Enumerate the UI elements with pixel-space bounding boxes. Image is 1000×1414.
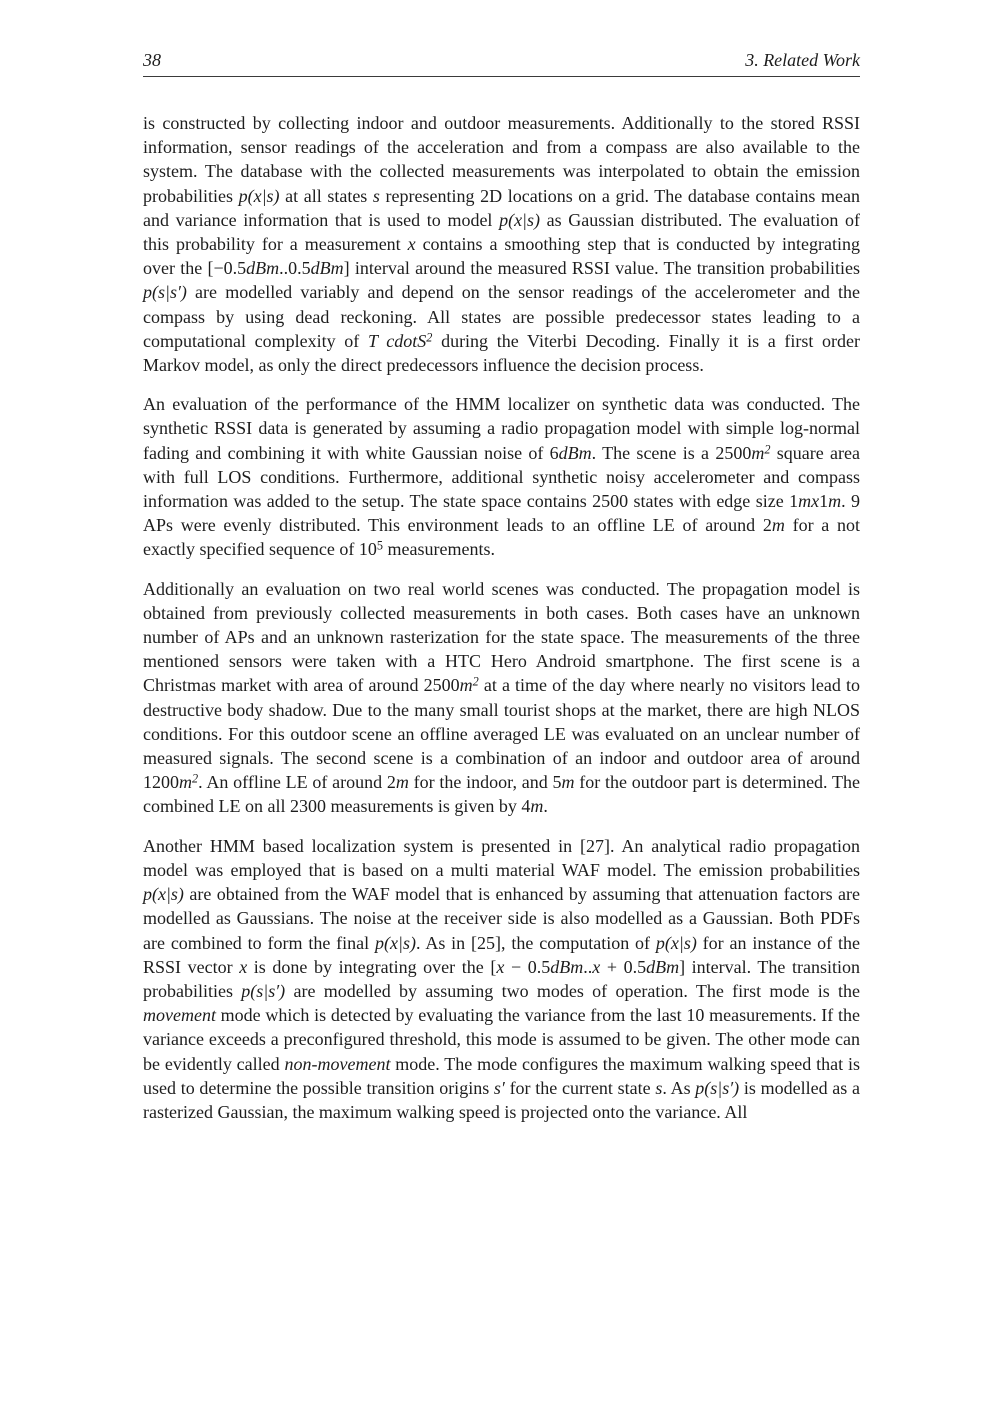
text-run: dBm xyxy=(246,258,280,279)
text-run: 1 xyxy=(819,491,829,512)
paragraph-4 xyxy=(143,834,860,1124)
text-run: during the Viterbi Decoding. Finally it is a first order Markov model, as only the direct predecessors influence the decision process. xyxy=(143,330,861,376)
text-run: dBm xyxy=(646,956,680,977)
text-run: for a not exactly specified sequence of 10 xyxy=(143,515,860,560)
text-run: m xyxy=(771,515,785,536)
text-run: contains a smoothing step that is conducted by integrating over the [−0.5 xyxy=(143,234,860,279)
text-run: T cdotS xyxy=(367,330,427,351)
text-run: p(x|s) xyxy=(655,932,697,953)
text-run: are obtained from the WAF model that is enhanced by assuming that attenuation factors are modelled as Gaussians. The noise at the receiver side is also modelled as a Gaussian. Both PDFs are combined to form the final xyxy=(143,884,860,953)
text-run: p(x|s) xyxy=(375,932,416,953)
text-run: m xyxy=(395,772,409,793)
text-run: p(s|s′) xyxy=(143,282,187,303)
text-run: p(x|s) xyxy=(238,185,280,206)
chapter-title: 3. Related Work xyxy=(745,50,860,70)
page-body xyxy=(143,111,860,1124)
text-run: p(s|s′) xyxy=(695,1077,740,1098)
text-run: m xyxy=(459,675,473,696)
text-run: ..0.5 xyxy=(279,258,311,279)
text-run: ] interval. The transition probabilities xyxy=(143,956,861,1001)
page-number: 38 xyxy=(143,50,161,70)
text-run: s′ xyxy=(493,1077,505,1098)
text-run: . 9 APs were evenly distributed. This environment leads to an offline LE of around 2 xyxy=(143,491,860,536)
text-run: Another HMM based localization system is presented in [27]. An analytical radio propagation model was employed that is based on a multi material WAF model. The emission probabilities xyxy=(143,835,860,880)
text-run: 5 xyxy=(376,538,384,553)
text-run: m xyxy=(828,491,842,512)
text-run: m xyxy=(530,796,544,817)
text-run: are modelled variably and depend on the sensor readings of the accelerometer and the compass by using dead reckoning. All states are possible predecessor states leading to a computational complexity of xyxy=(143,282,860,351)
text-run: 2 xyxy=(192,771,199,786)
text-run: for an instance of the RSSI vector xyxy=(143,932,861,977)
text-run: An evaluation of the performance of the HMM localizer on synthetic data was conducted. The synthetic RSSI data is generated by assuming a radio propagation model with simple log-normal fading and combining it with white Gaussian noise of 6 xyxy=(143,394,860,463)
text-run: m xyxy=(751,442,765,463)
text-run: dBm xyxy=(558,442,592,463)
text-run: 2 xyxy=(472,674,479,689)
text-run: for the outdoor part is determined. The combined LE on all 2300 measurements is given by 4 xyxy=(143,772,860,817)
text-run: are modelled by assuming two modes of operation. The first mode is the xyxy=(285,980,861,1001)
text-run: is modelled as a rasterized Gaussian, the maximum walking speed is projected onto the variance. All xyxy=(143,1077,860,1122)
text-run: . As xyxy=(662,1077,696,1098)
text-run: x xyxy=(496,956,505,977)
text-run: at a time of the day where nearly no visitors lead to destructive body shadow. Due to the many small tourist shops at the market, there are high NLOS conditions. For this outdoor scene an offline averaged LE was evaluated on an unclear number of measured signals. The second scene is a combination of an indoor and outdoor area of around 1200 xyxy=(143,675,860,793)
text-run: as Gaussian distributed. The evaluation of this probability for a measurement xyxy=(143,209,860,255)
text-run: p(s|s′) xyxy=(241,980,286,1001)
text-run: mx xyxy=(798,491,820,512)
text-run: for the indoor, and 5 xyxy=(408,772,562,793)
text-run: m xyxy=(561,772,575,793)
paragraph-1 xyxy=(143,111,860,377)
text-run: s xyxy=(372,185,380,206)
text-run: x xyxy=(592,956,601,977)
text-run: p(x|s) xyxy=(499,209,541,230)
text-run: s xyxy=(655,1077,663,1098)
text-column xyxy=(143,0,860,1124)
text-run: movement xyxy=(143,1005,216,1026)
text-run: dBm xyxy=(550,956,584,977)
text-run: non-movement xyxy=(284,1053,391,1074)
text-run: measurements. xyxy=(383,539,495,560)
text-run: x xyxy=(407,234,416,255)
text-run: mode which is detected by evaluating the variance from the last 10 measurements. If the variance exceeds a preconfigured threshold, this mode is assumed to be given. The other mode can be evidently called xyxy=(143,1005,860,1074)
text-run: mode. The mode configures the maximum walking speed that is used to determine the possible transition origins xyxy=(143,1053,860,1098)
text-run: . As in [25], the computation of xyxy=(415,932,656,953)
text-run: at all states xyxy=(279,185,373,206)
text-run: . xyxy=(543,796,548,817)
text-run: 2 xyxy=(764,442,771,457)
text-run: . The scene is a 2500 xyxy=(591,442,752,463)
text-run: m xyxy=(179,772,192,793)
text-run: is constructed by collecting indoor and outdoor measurements. Additionally to the stored RSSI information, sensor readings of the acceleration and from a compass are also available to the system. The database with the collected measurements was interpolated to obtain the emission probabilities xyxy=(143,113,860,206)
text-run: p(x|s) xyxy=(143,884,184,905)
text-run: representing 2D locations on a grid. The database contains mean and variance information that is used to model xyxy=(143,185,860,230)
text-run: square area with full LOS conditions. Furthermore, additional synthetic noisy accelerometer and compass information was added to the setup. The state space contains 2500 states with edge size 1 xyxy=(143,442,860,512)
paragraph-3 xyxy=(143,577,860,819)
text-run: is done by integrating over the [ xyxy=(247,956,497,977)
text-run: − 0.5 xyxy=(504,956,551,977)
text-run: x xyxy=(239,956,248,977)
text-run: for the current state xyxy=(504,1077,656,1098)
text-run: + 0.5 xyxy=(600,956,647,977)
paragraph-2 xyxy=(143,392,860,561)
text-run: Additionally an evaluation on two real world scenes was conducted. The propagation model is obtained from previously collected measurements in both cases. Both cases have an unknown number of APs and an unknown rasterization for the state space. The measurements of the three mentioned sensors were taken with a HTC Hero Android smartphone. The first scene is a Christmas market with area of around 2500 xyxy=(143,578,860,696)
text-run: ] interval around the measured RSSI value. The transition probabilities xyxy=(343,258,861,279)
text-run: 2 xyxy=(426,330,433,345)
text-run: . An offline LE of around 2 xyxy=(198,772,396,793)
text-run: dBm xyxy=(310,258,344,279)
text-run: .. xyxy=(583,956,593,977)
page-header xyxy=(143,0,860,77)
